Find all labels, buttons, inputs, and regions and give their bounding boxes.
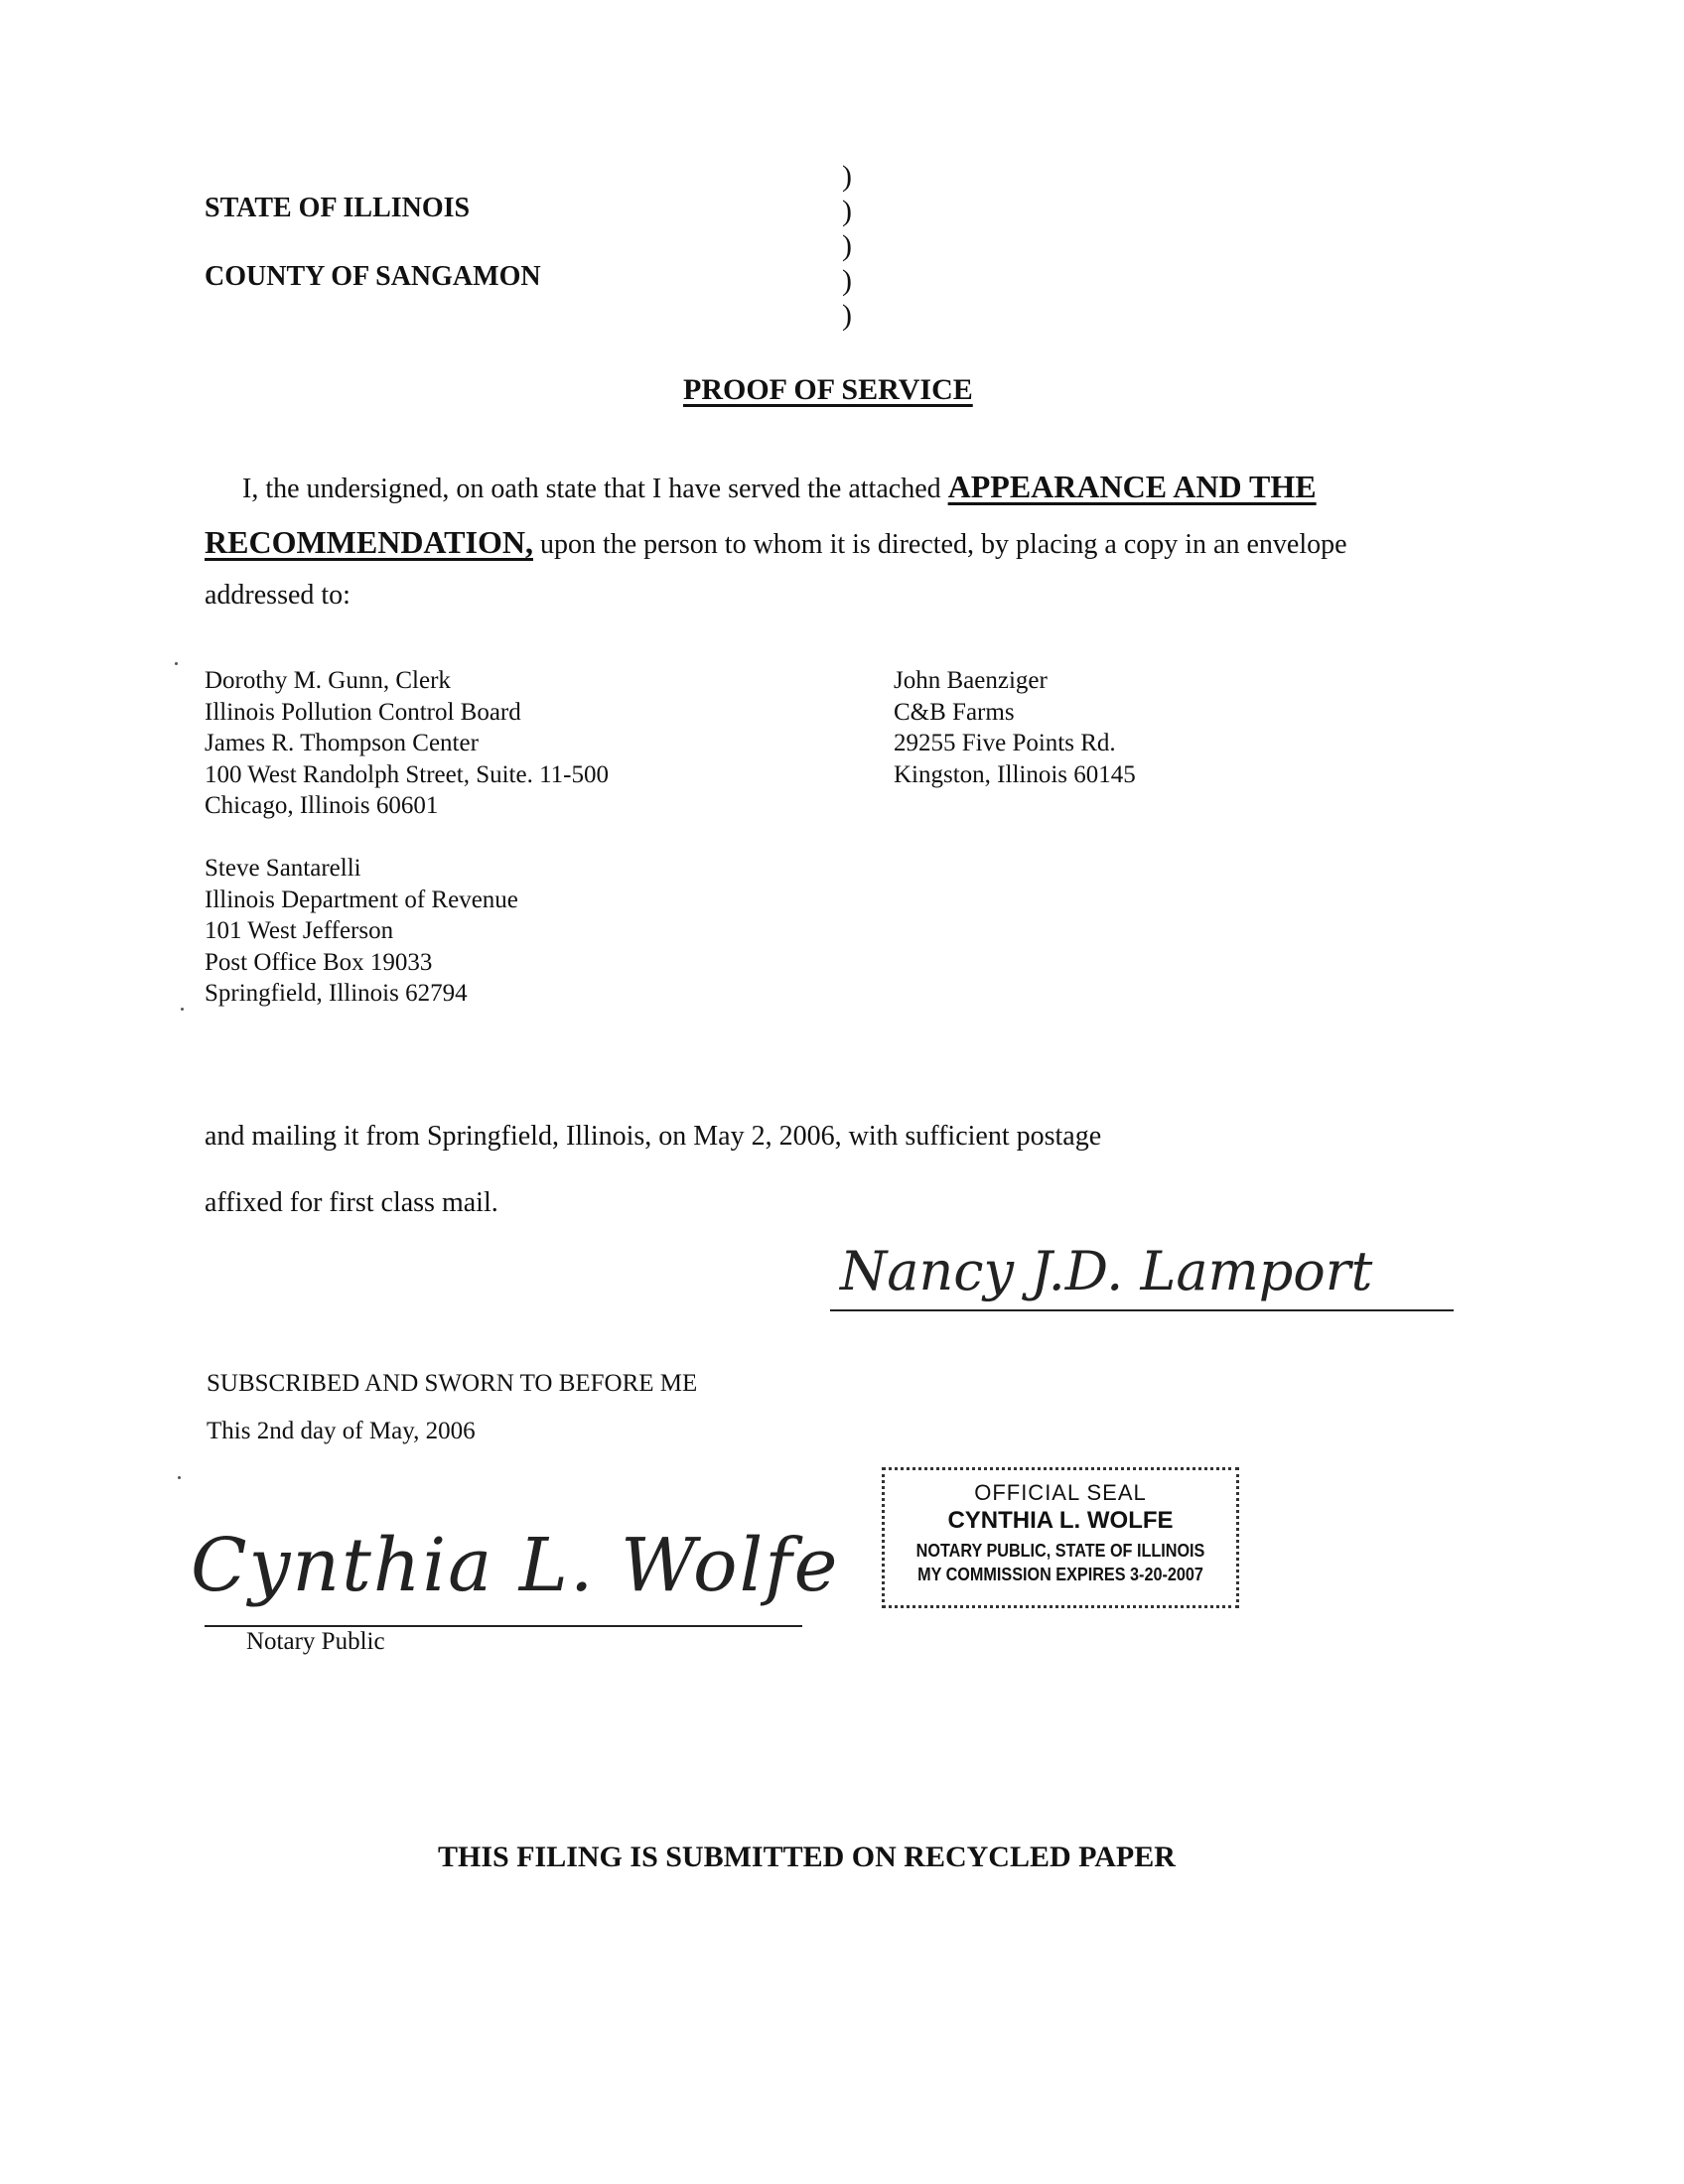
document-title-part2: RECOMMENDATION, <box>205 524 533 560</box>
caption-parentheses: ) ) ) ) ) <box>842 160 852 332</box>
seal-title: OFFICIAL SEAL <box>974 1480 1147 1505</box>
intro-line <box>242 469 1317 505</box>
recipient-santarelli: Steve Santarelli Illinois Department of Revenue 101 West Jefferson Post Office Box 19033 Springfield, Illinois 62794 <box>205 855 518 1007</box>
document-title-part1: APPEARANCE AND THE <box>947 469 1317 504</box>
scan-speck <box>178 1476 181 1479</box>
notary-public-label: Notary Public <box>246 1628 385 1655</box>
body-line-2 <box>205 524 1347 561</box>
notary-signature: Cynthia L. Wolfe <box>191 1523 840 1608</box>
server-signature-line <box>830 1309 1454 1311</box>
recycled-paper-footer: THIS FILING IS SUBMITTED ON RECYCLED PAPER <box>438 1841 1176 1873</box>
server-signature: Nancy J.D. Lamport <box>840 1240 1373 1302</box>
recipient-baenziger: John Baenziger C&B Farms 29255 Five Points Rd. Kingston, Illinois 60145 <box>894 667 1136 788</box>
page-title: PROOF OF SERVICE <box>683 373 973 406</box>
body-continuation: upon the person to whom it is directed, by placing a copy in an envelope <box>532 529 1347 560</box>
caption-state: STATE OF ILLINOIS <box>205 193 471 223</box>
scan-speck <box>175 662 178 665</box>
seal-notary-state: NOTARY PUBLIC, STATE OF ILLINOIS <box>915 1541 1205 1561</box>
official-seal-stamp <box>882 1467 1239 1608</box>
mailing-line-1: and mailing it from Springfield, Illinois, on May 2, 2006, with sufficient postage <box>205 1121 1102 1152</box>
notary-signature-line <box>205 1625 802 1627</box>
jurat-line-2: This 2nd day of May, 2006 <box>207 1418 476 1444</box>
scan-speck <box>181 1008 184 1011</box>
seal-commission-expiry: MY COMMISSION EXPIRES 3-20-2007 <box>917 1565 1203 1584</box>
jurat-line-1: SUBSCRIBED AND SWORN TO BEFORE ME <box>207 1370 698 1397</box>
mailing-line-2: affixed for first class mail. <box>205 1187 498 1218</box>
addressed-to: addressed to: <box>205 580 351 611</box>
recipient-clerk: Dorothy M. Gunn, Clerk Illinois Pollution Control Board James R. Thompson Center 100 West Randolph Street, Suite. 11-500 Chicago, Illinois 60601 <box>205 667 609 819</box>
caption-county: COUNTY OF SANGAMON <box>205 261 541 292</box>
intro-text: I, the undersigned, on oath state that I have served the attached <box>242 474 948 504</box>
seal-name: CYNTHIA L. WOLFE <box>947 1507 1174 1534</box>
